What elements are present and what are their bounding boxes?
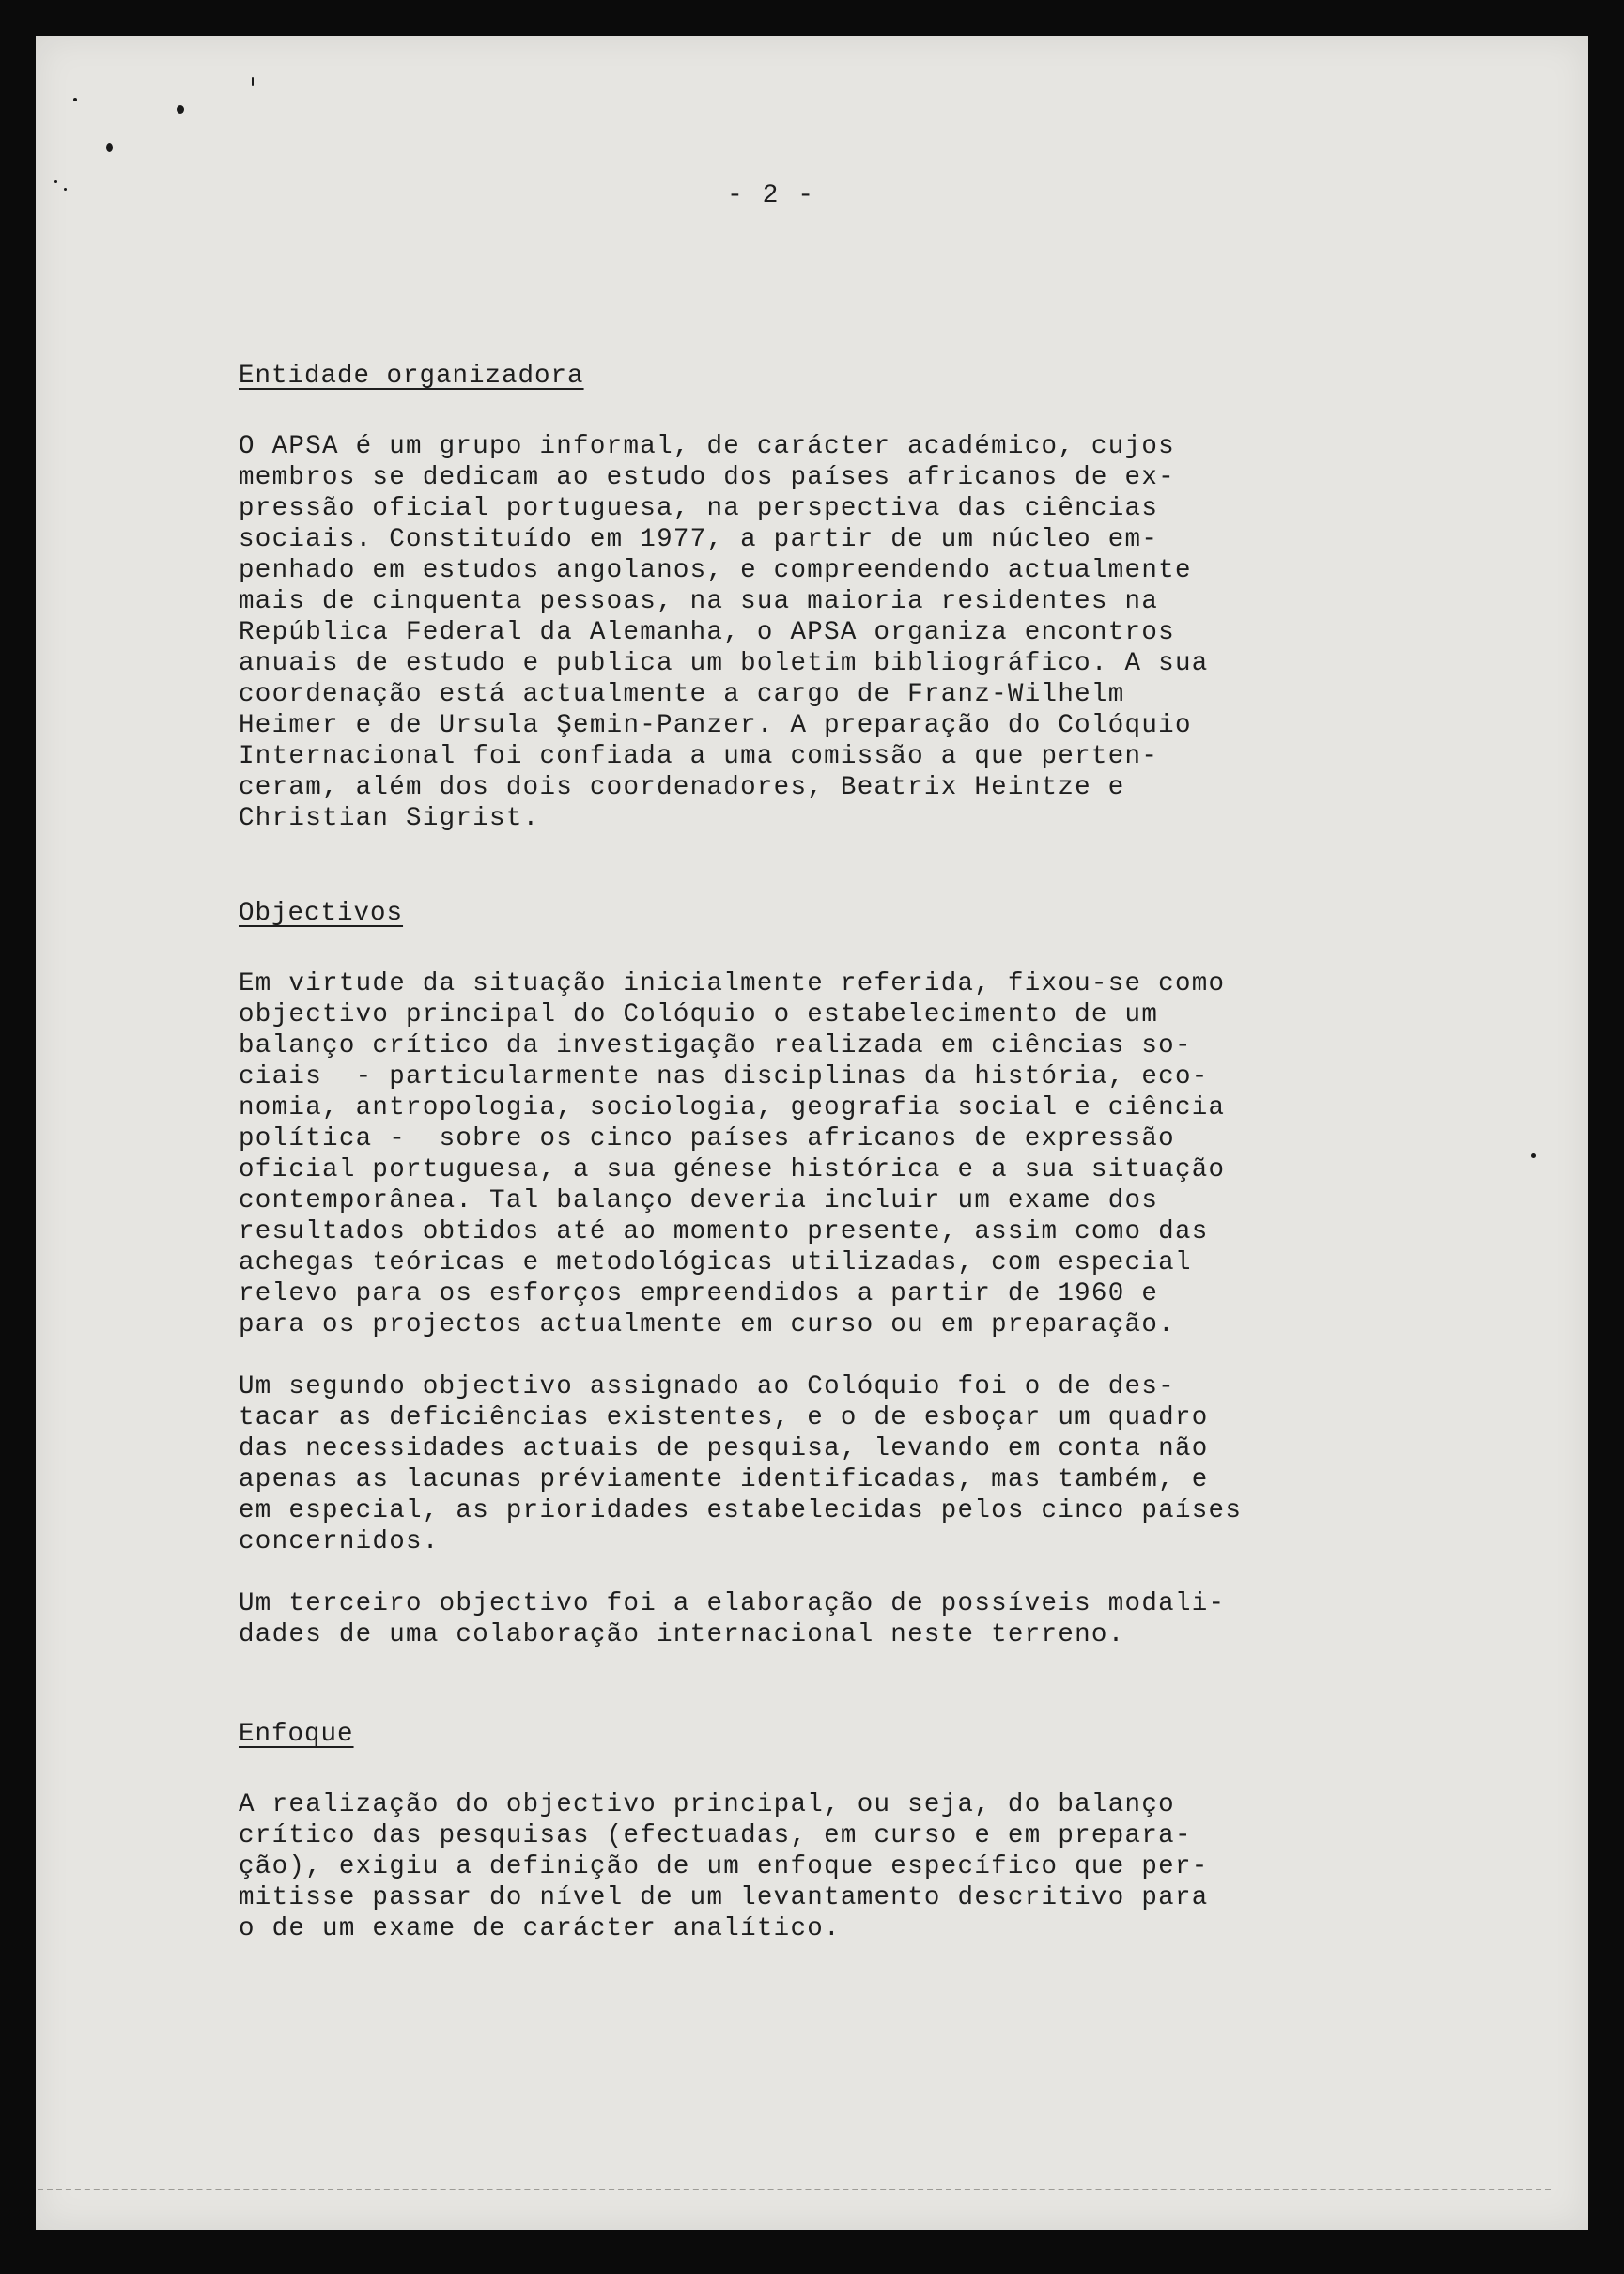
section-objectivos [239,899,1450,1650]
section-enfoque [239,1720,1450,1944]
ink-speck [252,77,254,86]
paragraph: Um segundo objectivo assignado ao Colóquio foi o de des- tacar as deficiências existentes, e o de esboçar um quadro das necessidades actuais de pesquisa, levando em conta não apenas as lacunas préviamente identificadas, mas também, e em especial, as prioridades estabelecidas pelos cinco países concernidos. [239,1372,1243,1556]
ink-speck [64,188,67,191]
paragraph: A realização do objectivo principal, ou seja, do balanço crítico das pesquisas (efectuadas, em curso e em prepara- ção), exigiu a definição de um enfoque específico que per- mitisse passar do nível de um levantamento descritivo para o de um exame de carácter analítico. [239,1790,1209,1943]
ink-speck [177,105,184,114]
paragraph: O APSA é um grupo informal, de carácter académico, cujos membros se dedicam ao estudo dos países africanos de ex- pressão oficial portuguesa, na perspectiva das ciências sociais. Constituído em 1977, a partir de um núcleo em- penhado em estudos angolanos, e compreendendo actualmente mais de cinquenta pessoas, na sua maioria residentes na República Federal da Alemanha, o APSA organiza encontros anuais de estudo e publica um boletim bibliográfico. A sua coordenação está actualmente a cargo de Franz-Wilhelm Heimer e de Ursula Şemin-Panzer. A preparação do Colóquio Internacional foi confiada a uma comissão a que perten- ceram, além dos dois coordenadores, Beatrix Heintze e Christian Sigrist. [239,432,1209,833]
section-heading: Entidade organizadora [239,362,584,391]
paragraph: Um terceiro objectivo foi a elaboração de possíveis modali- dades de uma colaboração internacional neste terreno. [239,1589,1226,1649]
page-number: - 2 - [727,181,816,210]
ink-speck [106,143,113,152]
ink-speck [73,98,77,101]
ink-speck [54,180,57,183]
ink-speck [1531,1153,1536,1158]
bottom-edge-rule [38,2189,1551,2190]
paragraph: Em virtude da situação inicialmente referida, fixou-se como objectivo principal do Colóquio o estabelecimento de um balanço crítico da investigação realizada em ciências so- ciais - particularmente nas disciplinas da história, eco- nomia, antropologia, sociologia, geografia social e ciência política - sobre os cinco países africanos de expressão oficial portuguesa, a sua génese histórica e a sua situação contemporânea. Tal balanço deveria incluir um exame dos resultados obtidos até ao momento presente, assim como das achegas teóricas e metodológicas utilizadas, com especial relevo para os esforços empreendidos a partir de 1960 e para os projectos actualmente em curso ou em preparação. [239,969,1226,1339]
section-heading: Objectivos [239,899,404,928]
section-entidade-organizadora [239,362,1450,834]
section-heading: Enfoque [239,1720,354,1749]
